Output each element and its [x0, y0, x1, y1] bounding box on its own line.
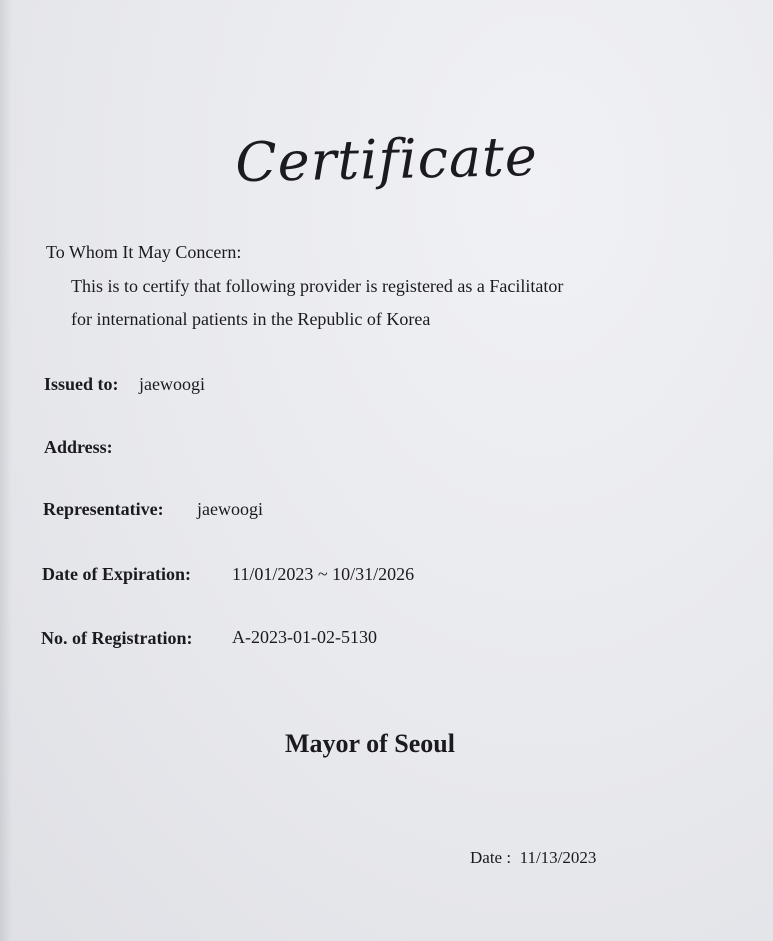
representative-label: Representative: — [43, 499, 164, 519]
representative-value: jaewoogi — [197, 499, 263, 519]
expiration-label: Date of Expiration: — [42, 564, 191, 584]
address-label: Address: — [44, 437, 113, 457]
body-line-1: This is to certify that following provider is registered as a Facilitator — [71, 276, 564, 296]
issued-to-label: Issued to: — [44, 374, 119, 394]
issued-to-value: jaewoogi — [139, 374, 205, 394]
issue-date — [470, 848, 596, 868]
greeting: To Whom It May Concern: — [46, 242, 242, 262]
registration-value: A-2023-01-02-5130 — [232, 627, 377, 647]
body-line-2: for international patients in the Republic of Korea — [71, 309, 431, 329]
issuer-name: Mayor of Seoul — [285, 729, 455, 758]
expiration-value: 11/01/2023 ~ 10/31/2026 — [232, 564, 415, 584]
issue-date-label: Date : — [470, 848, 512, 867]
registration-label: No. of Registration: — [41, 628, 193, 648]
certificate-title: Certificate — [234, 124, 539, 195]
issue-date-value: 11/13/2023 — [519, 848, 597, 867]
